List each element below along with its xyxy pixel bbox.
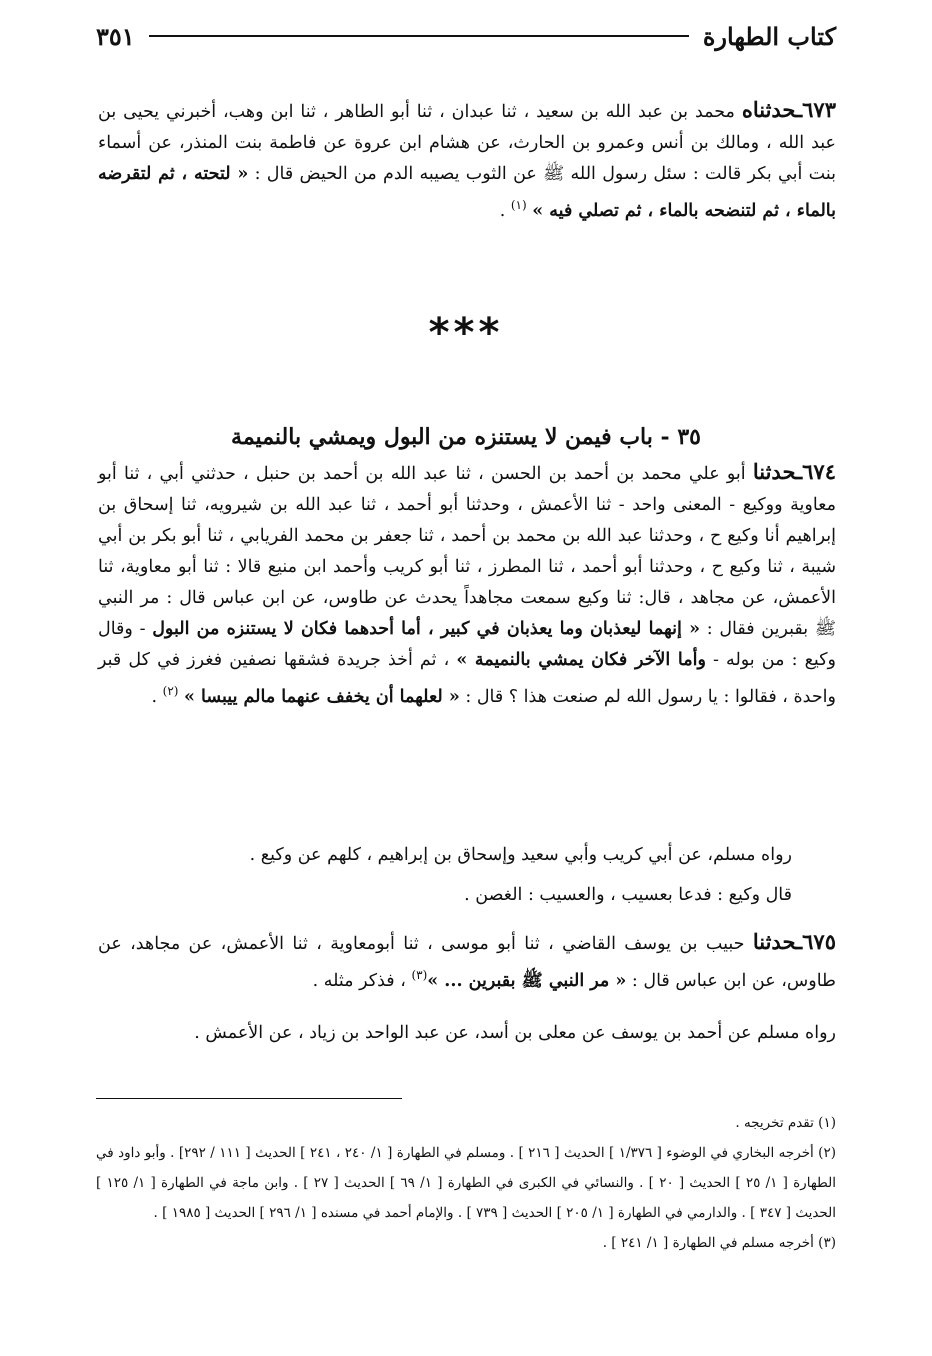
note-waki: قال وكيع : فدعا بعسيب ، والعسيب : الغصن . xyxy=(464,885,792,905)
hadith-673 xyxy=(98,94,836,227)
hadith-number: ٦٧٥ـحدثنا xyxy=(752,929,836,954)
hadith-text: - وقال وكيع : من بوله - xyxy=(98,619,836,670)
hadith-text: حبيب بن يوسف القاضي ، ثنا أبو موسى ، ثنا أبومعاوية ، ثنا الأعمش، عن مجاهد، عن طاوس، عن ابن عباس قال : xyxy=(98,934,836,991)
hadith-quote: « لعلهما أن يخفف عنهما مالم ييبسا » xyxy=(184,686,460,707)
note-muslim-second xyxy=(98,1018,836,1049)
hadith-quote: « لتحته ، ثم لتقرضه بالماء ، ثم لتنضحه بالماء ، ثم تصلي فيه » xyxy=(98,164,836,221)
note-text: رواه مسلم عن أحمد بن يوسف عن معلى بن أسد، عن عبد الواحد بن زياد ، عن الأعمش . xyxy=(194,1023,836,1043)
hadith-text-end: ، فذكر مثله . xyxy=(312,970,412,991)
header-rule xyxy=(149,35,689,37)
hadith-quote: « إنهما ليعذبان وما يعذبان في كبير ، أما أحدهما فكان لا يستنزه من البول xyxy=(152,619,701,639)
footnote-3: (٣) أخرجه مسلم في الطهارة [ ١/ ٢٤١ ] . xyxy=(602,1235,836,1251)
page-number: ٣٥١ xyxy=(96,21,135,51)
page-header xyxy=(96,14,836,58)
hadith-text: محمد بن عبد الله بن سعيد ، ثنا عبدان ، ثنا أبو الطاهر ، ثنا ابن وهب، أخبرني يحيى بن عبد الله ، ومالك بن أنس وعمرو بن الحارث، عن هشام ابن عروة عن فاطمة بنت المنذر، عن أسماء بنت أبي بكر قالت : سئل رسول الله ﷺ عن الثوب يصيبه الدم من الحيض قال : xyxy=(98,102,836,184)
hadith-quote: وأما الآخر فكان يمشي بالنميمة » xyxy=(456,650,706,670)
footnote-1: (١) تقدم تخريجه . xyxy=(735,1115,836,1131)
footnotes xyxy=(96,1108,836,1258)
section-separator: *** xyxy=(428,310,504,356)
hadith-quote: « مر النبي ﷺ بقبرين ... » xyxy=(427,970,627,991)
hadith-674 xyxy=(98,456,836,713)
book-title: كتاب الطهارة xyxy=(702,21,836,51)
footnote-ref: (١) xyxy=(510,198,527,212)
hadith-text-end: . xyxy=(151,686,163,707)
footnote-2: (٢) أخرجه البخاري في الوضوء [ ١/٣٧٦ ] الحديث [ ٢١٦ ] . ومسلم في الطهارة [ ١/ ٢٤٠ ، ٢٤١ ] الحديث [ ١١١ / ٢٩٢] . وأبو داود في الطهارة [ ١/ ٢٥ ] الحديث [ ٢٠ ] . والنسائي في الكبرى في الطهارة [ ١/ ٦٩ ] الحديث [ ٢٧ ] . وابن ماجة في الطهارة [ ١/ ١٢٥ ] الحديث [ ٣٤٧ ] . والدارمي في الطهارة [ ١/ ٢٠٥ ] الحديث [ ٧٣٩ ] . والإمام أحمد في مسنده [ ١/ ٢٩٦ ] الحديث [ ١٩٨٥ ] . xyxy=(96,1145,836,1221)
hadith-text: ، ثم أخذ جريدة فشقها نصفين فغرز في كل قبر واحدة ، فقالوا : يا رسول الله لم صنعت هذا ؟ قال : xyxy=(98,650,836,707)
hadith-675 xyxy=(98,926,836,997)
footnote-ref: (٢) xyxy=(162,684,179,698)
footnote-rule xyxy=(96,1098,402,1099)
footnote-ref: (٣) xyxy=(411,968,428,982)
chapter-title: ٣٥ - باب فيمن لا يستنزه من البول ويمشي بالنميمة xyxy=(231,424,701,450)
hadith-text: أبو علي محمد بن أحمد بن الحسن ، ثنا عبد الله بن أحمد بن حنبل ، حدثني أبي ، ثنا أبو معاوية ووكيع - المعنى واحد - ثنا الأعمش ، وحدثنا أبو أحمد ، ثنا عبد الله بن شيرويه، ثنا إسحاق بن إبراهيم أنا وكيع ح ، وحدثنا عبد الله بن محمد بن أحمد ، ثنا جعفر بن محمد الفريابي ، ثنا أبو بكر بن أبي شيبة ، ثنا وكيع ح ، وحدثنا أبو أحمد ، ثنا المطرز ، ثنا أبو كريب وأحمد ابن منيع قالا : ثنا أبو معاوية، ثنا الأعمش، عن مجاهد ، قال: ثنا وكيع سمعت مجاهداً يحدث عن طاوس، عن ابن عباس قال : مر النبي ﷺ بقبرين فقال : xyxy=(98,464,837,639)
hadith-number: ٦٧٣ـحدثناه xyxy=(741,97,836,122)
hadith-number: ٦٧٤ـحدثنا xyxy=(752,459,836,484)
hadith-text-end: . xyxy=(499,200,511,221)
note-muslim-narration: رواه مسلم، عن أبي كريب وأبي سعيد وإسحاق بن إبراهيم ، كلهم عن وكيع . xyxy=(249,845,792,865)
